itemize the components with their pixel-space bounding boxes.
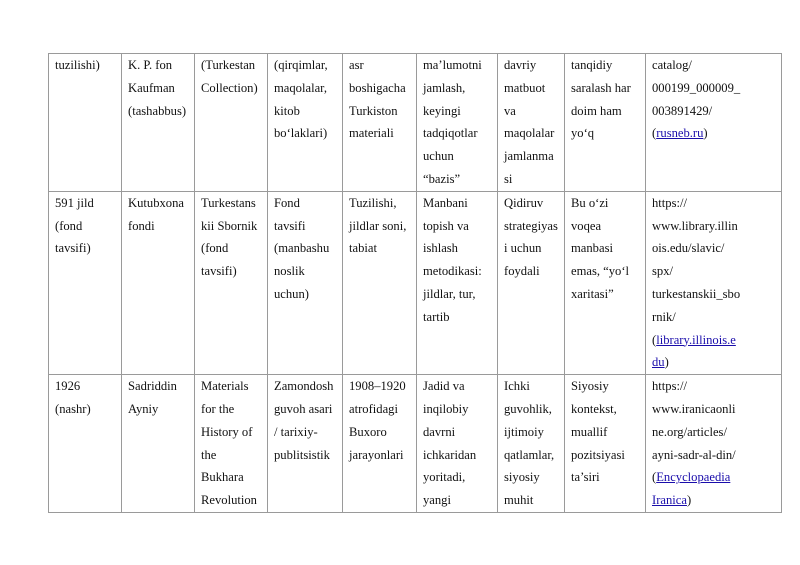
table-cell (498, 54, 565, 192)
cell-text-line: 000199_000009_ (652, 80, 741, 95)
cell-text-line: keyingi (423, 103, 461, 118)
cell-text-line: Buxoro (349, 424, 387, 439)
table-cell (565, 191, 646, 374)
cell-text-line: Zamondosh (274, 379, 334, 394)
source-link[interactable]: Encyclopaedia (656, 470, 731, 485)
source-link[interactable]: rusneb.ru (656, 126, 704, 141)
table-cell (195, 375, 268, 513)
cell-text-line: History of (201, 424, 253, 439)
source-table (48, 53, 782, 513)
cell-text-line: metodikasi: (423, 264, 482, 279)
cell-text-line: tavsifi) (201, 264, 237, 279)
cell-text-line: 591 jild (55, 195, 94, 210)
cell-text-line: Manbani (423, 195, 468, 210)
cell-text-line: strategiyas (504, 218, 558, 233)
cell-text-line: 1908–1920 (349, 379, 406, 394)
cell-text-line: asr (349, 58, 364, 72)
cell-text-line: (qirqimlar, (274, 58, 328, 72)
cell-text-line: boshigacha (349, 80, 406, 95)
cell-text-line: qatlamlar, (504, 447, 555, 462)
link-paren-open: ( (652, 332, 657, 347)
cell-text-line: (Turkestan (201, 58, 256, 72)
cell-text-line: i uchun (504, 241, 542, 256)
table-cell (417, 191, 498, 374)
cell-text-line: jildlar, tur, (423, 286, 476, 301)
cell-text-line: guvoh asari (274, 401, 333, 416)
cell-text-line: turkestanskii_sbo (652, 286, 741, 301)
cell-text-line: siyosiy (504, 470, 540, 485)
cell-text-line: www.iranicaonli (652, 401, 736, 416)
cell-text-line: Turkiston (349, 103, 398, 118)
table-row (49, 191, 782, 374)
cell-text-line: saralash har (571, 80, 631, 95)
cell-text-line: 1926 (55, 379, 81, 394)
cell-text-line: jarayonlari (349, 447, 404, 462)
cell-text-line: Qidiruv (504, 195, 544, 210)
table-cell (646, 191, 782, 374)
cell-text-line: davrni (423, 424, 456, 439)
table-cell (417, 54, 498, 192)
cell-text-line: Bu o‘zi (571, 195, 609, 210)
table-cell (498, 375, 565, 513)
cell-text-line: fondi (128, 218, 155, 233)
table-cell (49, 54, 122, 192)
cell-text-line: matbuot (504, 80, 546, 95)
link-paren-close: ) (703, 126, 708, 141)
table-cell (417, 375, 498, 513)
table-cell (343, 191, 417, 374)
cell-text-line: Jadid va (423, 379, 465, 394)
table-row (49, 54, 782, 192)
cell-link-line (652, 466, 778, 489)
cell-text-line: Sadriddin (128, 379, 177, 394)
cell-text-line: bo‘laklari) (274, 126, 328, 141)
cell-text-line: muhit (504, 493, 534, 508)
cell-text-line: (fond (201, 241, 229, 256)
source-link[interactable]: library.illinois.e (656, 332, 736, 347)
table-cell (343, 375, 417, 513)
cell-text-line: atrofidagi (349, 401, 398, 416)
cell-text-line: ne.org/articles/ (652, 424, 727, 439)
cell-text-line: Collection) (201, 80, 258, 95)
cell-text-line: yo‘q (571, 126, 595, 141)
cell-text-line: topish va (423, 218, 469, 233)
link-paren-open: ( (652, 126, 657, 141)
cell-text-line: ishlash (423, 241, 458, 256)
cell-text-line: uchun) (274, 286, 309, 301)
cell-text-line: ijtimoiy (504, 424, 544, 439)
table-cell (565, 375, 646, 513)
table-row (49, 375, 782, 513)
cell-text-line: yangi (423, 493, 451, 508)
cell-text-line: Turkestans (201, 195, 256, 210)
cell-text-line: doim ham (571, 103, 622, 118)
cell-text-line: www.library.illin (652, 218, 738, 233)
table-cell (268, 191, 343, 374)
cell-text-line: jamlash, (423, 80, 466, 95)
cell-text-line: pozitsiyasi (571, 447, 625, 462)
cell-text-line: ichkaridan (423, 447, 477, 462)
table-cell (49, 191, 122, 374)
cell-text-line: tuzilishi) (55, 58, 100, 72)
cell-text-line: davriy (504, 58, 537, 72)
cell-text-line: va (504, 103, 516, 118)
table-cell (268, 375, 343, 513)
cell-text-line: Ichki (504, 379, 530, 394)
source-link[interactable]: du (652, 355, 665, 370)
cell-text-line: yoritadi, (423, 470, 466, 485)
cell-text-line: for the (201, 401, 235, 416)
cell-link-line (652, 122, 778, 145)
table-cell (646, 54, 782, 192)
table-cell (122, 375, 195, 513)
cell-text-line: kontekst, (571, 401, 617, 416)
cell-text-line: “bazis” (423, 171, 461, 186)
cell-text-line: the (201, 447, 217, 462)
cell-text-line: ma’lumotni (423, 58, 482, 72)
cell-text-line: 003891429/ (652, 103, 713, 118)
cell-text-line: Siyosiy (571, 379, 609, 394)
table-cell (122, 191, 195, 374)
cell-text-line: Bukhara (201, 470, 244, 485)
cell-text-line: Tuzilishi, (349, 195, 397, 210)
cell-text-line: https:// (652, 379, 687, 394)
cell-text-line: noslik (274, 264, 305, 279)
link-paren-close: ) (664, 355, 669, 370)
cell-text-line: (tashabbus) (128, 103, 187, 118)
cell-text-line: tadqiqotlar (423, 126, 478, 141)
cell-text-line: Kutubxona (128, 195, 184, 210)
cell-text-line: K. P. fon (128, 58, 173, 72)
cell-text-line: https:// (652, 195, 687, 210)
cell-text-line: tabiat (349, 241, 377, 256)
cell-text-line: rnik/ (652, 309, 676, 324)
cell-text-line: inqilobiy (423, 401, 469, 416)
cell-text-line: / tarixiy- (274, 424, 318, 439)
cell-link-line (652, 329, 778, 352)
cell-text-line: kii Sbornik (201, 218, 258, 233)
cell-text-line: maqolalar (504, 126, 555, 141)
cell-text-line: materiali (349, 126, 394, 141)
link-paren-close: ) (686, 493, 692, 508)
cell-text-line: ta’siri (571, 470, 600, 485)
cell-text-line: tanqidiy (571, 58, 613, 72)
table-cell (195, 54, 268, 192)
cell-text-line: catalog/ (652, 58, 692, 72)
table-cell (646, 375, 782, 513)
cell-text-line: maqolalar, (274, 80, 327, 95)
cell-text-line: spx/ (652, 264, 673, 279)
cell-text-line: (fond (55, 218, 83, 233)
cell-text-line: jildlar soni, (349, 218, 407, 233)
cell-text-line: muallif (571, 424, 608, 439)
cell-text-line: xaritasi” (571, 286, 614, 301)
link-paren-open: ( (652, 470, 657, 485)
cell-text-line: Kaufman (128, 80, 175, 95)
cell-text-line: emas, “yo‘l (571, 264, 630, 279)
cell-text-line: Revolution (201, 493, 257, 508)
cell-text-line: uchun (423, 149, 454, 164)
cell-text-line: (manbashu (274, 241, 330, 256)
cell-text-line: foydali (504, 264, 540, 279)
table-cell (49, 375, 122, 513)
cell-text-line: jamlanma (504, 149, 554, 164)
cell-text-line: tavsifi (274, 218, 306, 233)
cell-text-line: ayni-sadr-al-din/ (652, 447, 736, 462)
cell-text-line: tavsifi) (55, 241, 91, 256)
cell-text-line: tartib (423, 309, 450, 324)
table-cell (343, 54, 417, 192)
cell-link-line (652, 489, 778, 512)
table-cell (195, 191, 268, 374)
table-cell (498, 191, 565, 374)
cell-text-line: si (504, 171, 513, 186)
cell-text-line: Fond (274, 195, 300, 210)
table-cell (565, 54, 646, 192)
cell-text-line: guvohlik, (504, 401, 552, 416)
cell-text-line: publitsistik (274, 447, 330, 462)
cell-text-line: kitob (274, 103, 300, 118)
cell-text-line: (nashr) (55, 401, 91, 416)
source-link[interactable]: Iranica (652, 493, 687, 508)
cell-text-line: manbasi (571, 241, 613, 256)
cell-text-line: ois.edu/slavic/ (652, 241, 725, 256)
cell-text-line: Ayniy (128, 401, 159, 416)
table-cell (122, 54, 195, 192)
cell-link-line (652, 351, 778, 374)
cell-text-line: voqea (571, 218, 602, 233)
cell-text-line: Materials (201, 379, 249, 394)
table-cell (268, 54, 343, 192)
